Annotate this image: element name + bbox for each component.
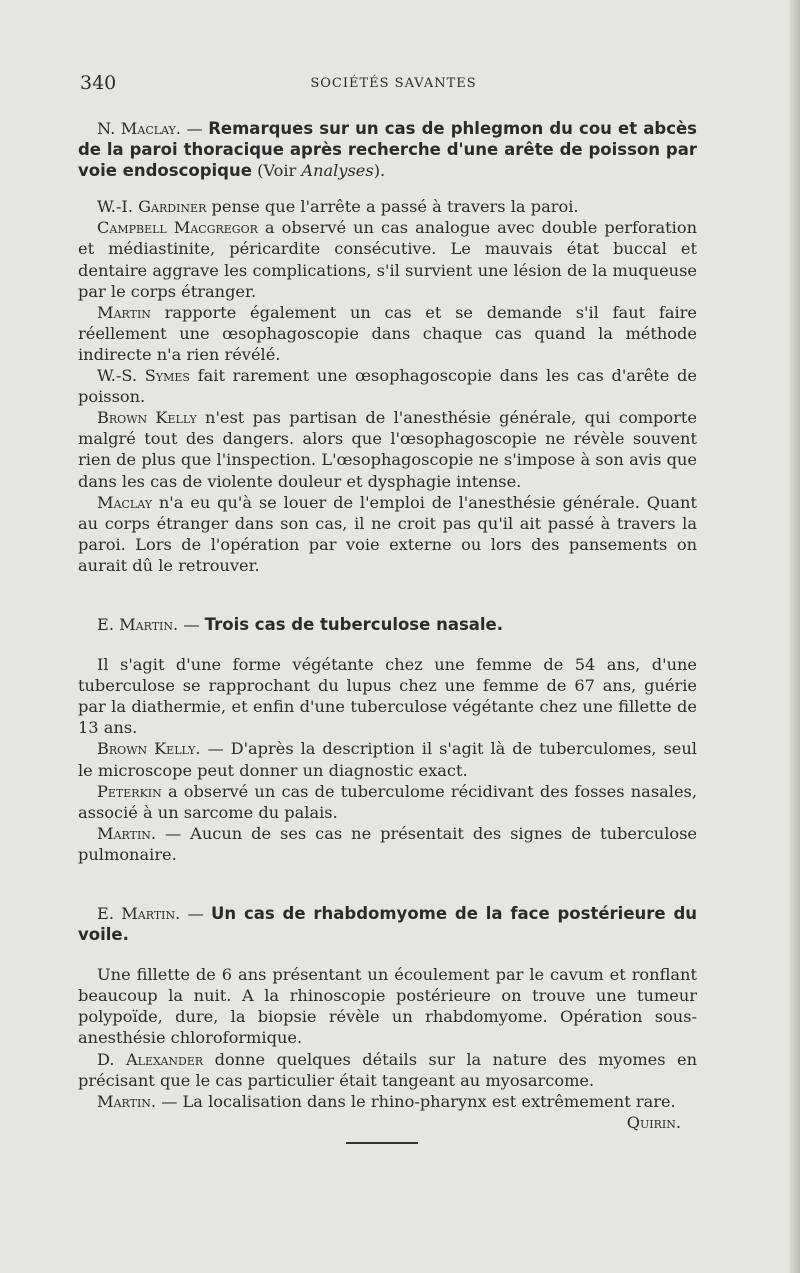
paragraph-text: — D'après la description il s'agit là de tuberculomes, seul le microscope peut donner un diagnostic exact.: [78, 739, 697, 780]
signature: Quirin.: [626, 1112, 681, 1132]
section-2-paragraph: [78, 823, 697, 865]
page-header: [80, 72, 695, 96]
section-2-author: E. Martin.: [97, 614, 179, 634]
paragraph-text: fait rarement une œsophagoscopie dans les cas d'arête de poisson.: [78, 366, 697, 407]
section-1-paragraph: [78, 407, 697, 491]
speaker-name: Martin.: [97, 823, 157, 843]
section-1-heading: [78, 118, 697, 181]
section-2-heading: [78, 614, 697, 635]
speaker-name: W.-S. Symes: [97, 366, 190, 386]
paragraph-text: rapporte également un cas et se demande s'il faut faire réellement une œsophagoscopie dans chaque cas quand la méthode indirecte n'a rien révélé.: [78, 302, 697, 364]
section-1-paragraph: [78, 492, 697, 576]
section-2-paragraph: [78, 654, 697, 738]
section-2-paragraph: [78, 781, 697, 823]
end-rule: [346, 1142, 418, 1144]
paragraph-text: a observé un cas analogue avec double perforation et médiastinite, péricardite consécutive. Le mauvais état buccal et dentaire aggrave les complications, s'il survient une lésion de la muqueuse par le corps étranger.: [78, 218, 698, 301]
paragraph-text: Une fillette de 6 ans présentant un écoulement par le cavum et ronflant beaucoup la nuit. A la rhinoscopie postérieure on trouve une tumeur polypoïde, dure, la biopsie révèle un rhabdomyome. Opération sous-anesthésie chloroformique.: [78, 965, 697, 1048]
section-3-paragraph: [78, 1091, 697, 1132]
section-1-paragraph: [78, 302, 697, 365]
section-2-paragraph: [78, 738, 697, 780]
section-3-title: Un cas de rhabdomyome de la face postérieure du voile.: [78, 904, 698, 945]
speaker-name: Brown Kelly.: [97, 739, 201, 759]
paragraph-text: — Aucun de ses cas ne présentait des signes de tuberculose pulmonaire.: [78, 823, 697, 864]
section-3-dash: —: [180, 904, 211, 923]
section-1-ref-open: (Voir: [251, 161, 302, 181]
speaker-name: Peterkin: [97, 781, 162, 801]
speaker-name: Maclay: [97, 492, 152, 512]
speaker-name: Martin.: [97, 1091, 157, 1111]
section-1-author: N. Maclay.: [97, 119, 181, 138]
speaker-name: D. Alexander: [97, 1049, 204, 1069]
running-title: SOCIÉTÉS SAVANTES: [310, 76, 477, 91]
section-1-ref-close: ).: [373, 161, 386, 181]
section-1-paragraph: [78, 196, 697, 217]
page-body: [78, 118, 697, 1144]
section-1-paragraph: [78, 365, 697, 407]
paragraph-text: pense que l'arrête a passé à travers la paroi.: [206, 197, 579, 217]
page-number: 340: [80, 72, 117, 94]
section-3-heading: [78, 903, 697, 945]
paragraph-text: Il s'agit d'une forme végétante chez une femme de 54 ans, d'une tuberculose se rapprochant du lupus chez une femme de 67 ans, guérie par la diathermie, et enfin d'une tuberculose végétante chez une fillette de 13 ans.: [78, 655, 697, 738]
speaker-name: Brown Kelly: [97, 408, 197, 428]
paragraph-text: a observé un cas de tuberculome récidivant des fosses nasales, associé à un sarcome du palais.: [78, 781, 697, 822]
section-1-dash: —: [180, 119, 209, 138]
paragraph-text: — La localisation dans le rhino-pharynx est extrêmement rare.: [156, 1091, 676, 1111]
section-1-title: Remarques sur un cas de phlegmon du cou et abcès de la paroi thoracique après recherche d'une arête de poisson par voie endoscopique: [78, 119, 697, 181]
section-3-author: E. Martin.: [97, 904, 181, 923]
section-3-paragraph: [78, 964, 697, 1048]
section-1-paragraph: [78, 217, 697, 301]
section-1-ref-italic: Analyses: [301, 161, 374, 181]
paragraph-text: n'est pas partisan de l'anesthésie générale, qui comporte malgré tout des dangers. alors que l'œsophagoscopie ne révèle souvent rien de plus que l'inspection. L'œsophagoscopie ne s'impose à son avis que dans les cas de violente douleur et dysphagie intense.: [78, 408, 697, 491]
speaker-name: Martin: [97, 302, 151, 322]
section-2-dash: —: [178, 614, 205, 634]
paragraph-text: donne quelques détails sur la nature des myomes en précisant que le cas particulier était tangeant au myosarcome.: [78, 1049, 697, 1090]
section-2-title: Trois cas de tuberculose nasale.: [204, 614, 504, 634]
paragraph-text: n'a eu qu'à se louer de l'emploi de l'anesthésie générale. Quant au corps étranger dans son cas, il ne croit pas qu'il ait passé à travers la paroi. Lors de l'opération par voie externe ou lors des pansements on aurait dû le retrouver.: [78, 492, 697, 575]
section-3-paragraph: [78, 1049, 697, 1091]
speaker-name: Campbell Macgregor: [97, 218, 258, 238]
page-edge: [790, 0, 800, 1273]
speaker-name: W.-I. Gardiner: [97, 197, 207, 217]
